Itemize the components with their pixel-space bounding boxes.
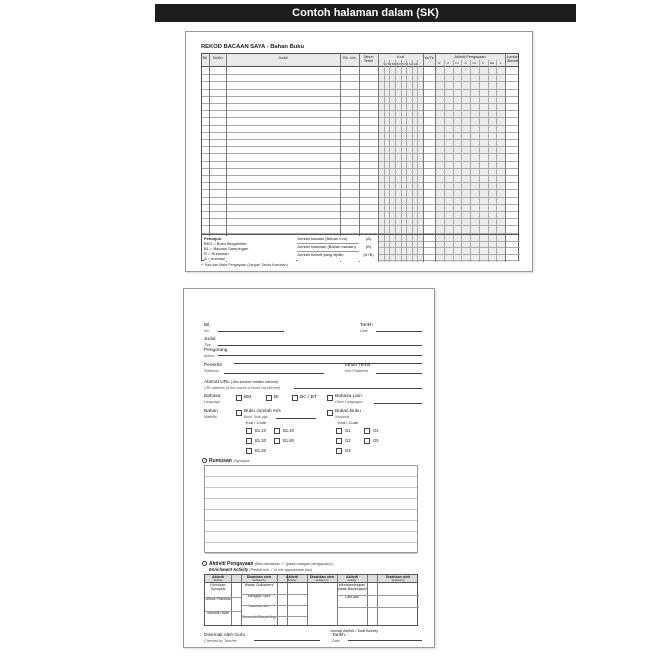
aktiviti-sub-label: LK [472,61,477,65]
petunjuk-heading: Petunjuk: [204,236,223,241]
banner-title: Contoh halaman dalam (SK) [155,4,576,22]
aktiviti-sub-label: C [482,61,485,65]
summary-codes [359,236,378,261]
petunjuk-line: A = Animasi [204,256,226,261]
aktiviti-sub-label: A [447,61,450,65]
petunjuk-line: B1 = Bacaan Sampingan [204,246,249,251]
kod-option-label: G2 [345,438,351,443]
activity-header: Disahkan oleh Verified by [246,574,272,583]
col-kod-sub: B1 B2 B3 B4 B5 G1 G2 G3 [383,62,418,66]
activity-row-line [241,605,307,606]
activity-option[interactable]: Lakonan Act [249,604,269,608]
activity-table [204,574,418,626]
kod-subcolumn-line [412,60,413,262]
activity-row-line [241,594,307,595]
activity-option[interactable]: Mengeja Spell [247,593,271,598]
kod-label-right: Kod / Code [338,420,359,425]
url-label: Alamat URL (Jika sumber melalui internet) URL address (if the source is found via internet) [204,380,281,390]
rumusan-bullet-icon [202,458,207,463]
bahasa-label: Bahasa Language [204,394,221,404]
url-field[interactable] [294,388,422,389]
bm-label: BM [244,395,252,400]
col-jumlah: Jumlah Aktiviti [506,55,519,64]
bcbt-label: BC / BT [300,395,317,400]
rumusan-line [205,476,417,477]
table-column-line [340,54,341,262]
aktiviti-subcolumn-line [488,60,489,262]
bahasa-lain-checkbox[interactable] [327,395,333,401]
kod-checkbox[interactable] [364,438,370,444]
activity-column-line [367,575,368,625]
rumusan-line [205,498,417,499]
table-row-line [378,254,520,255]
tahun-terbit-field[interactable] [376,373,422,374]
summary-line: Jumlah Aktiviti yang dipilih [297,252,344,257]
bm-checkbox[interactable] [236,395,242,401]
rumusan-line [205,531,417,532]
bil-field[interactable] [218,331,284,332]
pengarang-label: Pengarang Author [204,348,228,358]
petunjuk-line: BKD = Buku Bergambar [204,241,247,246]
bil-label: Bil. No. [204,323,211,333]
kod-checkbox[interactable] [246,428,252,434]
summary-line: Jumlah halaman (Bahan bacaan) [297,244,359,252]
buku-pages-field[interactable] [276,418,316,419]
kod-option-label: G4 [373,428,379,433]
kod-option-label: B1.20 [255,438,266,443]
aktiviti-subcolumn-line [444,60,445,262]
aktiviti-subcolumn-line [461,60,462,262]
tarikh2-label: Tarikh : Date [332,633,348,643]
activity-row-line [337,595,419,596]
kod-checkbox[interactable] [246,438,252,444]
record-table [201,53,519,261]
record-title: REKOD BACAAN SAYA - Bahan Buku [201,44,305,50]
petunjuk-line: R = Rumusan [204,251,229,256]
record-footnote: ** Has dan Mata Pengayaan (Jangan Tanda Kaedaan) [201,263,288,267]
kod-option-label: G3 [345,448,351,453]
rumusan-line [205,487,417,488]
activity-option[interactable]: Membandingkan watak Bandingkan [337,583,367,591]
summary-code: (B) [365,244,372,249]
kod-checkbox[interactable] [274,438,280,444]
col-judul: Judul [278,56,288,60]
aktiviti-sub-label: L [499,61,502,65]
form-page [183,288,435,648]
bcbt-checkbox[interactable] [292,395,298,401]
activity-option[interactable]: Melukis Draw [207,611,229,615]
record-footer-line [202,234,518,235]
activity-header: Aktiviti Activity [212,574,224,583]
table-column-line [505,54,506,262]
kod-checkbox[interactable] [336,428,342,434]
aktiviti-en-heading: Enrichment Activity (Please tick ✓ in the appropriate box) [209,567,313,572]
table-column-line [226,54,227,262]
activity-row-line [337,607,419,608]
rumusan-textarea[interactable] [204,465,418,553]
kod-option-label: B1.20 [255,448,266,453]
buku-checkbox[interactable] [236,410,242,416]
pengarang-field[interactable] [234,363,422,364]
aktiviti-sub-label: DE [489,61,494,65]
aktiviti-subcolumn-line [470,60,471,262]
table-column-line [378,54,379,262]
aktiviti-subcolumn-line [496,60,497,262]
activity-option[interactable]: Lain-lain [345,595,359,599]
activity-option[interactable]: Rumusan Synopsis [210,583,226,591]
kod-subcolumn-line [389,60,390,262]
col-kod: Kod [397,54,404,59]
aktiviti-sub-label: K [464,61,467,65]
aktiviti-bullet-icon [202,561,207,566]
kod-checkbox[interactable] [246,448,252,454]
summary-code: (A) [365,236,372,241]
kod-checkbox[interactable] [336,448,342,454]
penerbit-field[interactable] [224,373,324,374]
bi-checkbox[interactable] [266,395,272,401]
buku-label: Buku Jumlah m/s Book Total pgs [244,409,281,419]
kod-subcolumn-line [406,60,407,262]
tarikh-field[interactable] [376,331,422,332]
activity-row-line [205,611,241,612]
bahasa-lain-label: Bahasa Lain Other Languages [335,394,363,404]
table-column-line [359,54,360,262]
kod-checkbox[interactable] [336,438,342,444]
kod-subcolumn-line [384,60,385,262]
rumusan-line [205,542,417,543]
activity-header: Aktiviti Activity [346,574,358,583]
kod-checkbox[interactable] [274,428,280,434]
activity-header: Disahkan oleh Verified by [309,574,335,583]
rumusan-line [205,509,417,510]
activity-header: Disahkan oleh Verified by [385,574,411,583]
disemak-label: Disemak oleh Guru : Checked by Teacher [204,633,248,643]
kod-option-label: B1.10 [255,428,266,433]
col-bil: Bil. [202,56,209,60]
bahasa-lain-field[interactable] [374,403,422,404]
activity-option[interactable]: Watak Characters [244,583,274,587]
kod-option-label: B1.80 [283,438,294,443]
aktiviti-heading: Aktiviti Pengayaan (Bila tambahan ✓ (pada ruangan pengayaan)) [209,561,333,567]
kod-subcolumn-line [401,60,402,262]
kod-subcolumn-line [417,60,418,262]
aktiviti-sub-label: R [438,61,441,65]
bukan-buku-checkbox[interactable] [327,410,333,416]
kod-checkbox[interactable] [364,428,370,434]
table-column-line [423,54,424,262]
rumusan-heading: Rumusan /Synopsis [209,458,250,464]
kod-label-left: Kod / Code [246,420,267,425]
col-bilms: Bil. m/s [343,56,356,60]
col-yatk: Ya/Tk [424,56,434,60]
summary-box [297,236,359,261]
kod-subcolumn-line [395,60,396,262]
summary-code: (A+B) [363,252,374,257]
table-row-line [378,260,520,261]
table-row-line [378,247,520,248]
col-tahun: Tahun Terbit [363,55,374,64]
summary-line: Jumlah bacaan (Bahan m/s) [297,236,359,244]
judul-label: Judul Title [204,337,216,347]
tarikh2-field[interactable] [348,640,422,641]
table-row-line [378,241,520,242]
kod-option-label: G5 [373,438,379,443]
penerbit-label: Penerbit Publisher [204,363,222,373]
table-column-line [435,54,436,262]
aktiviti-sub-label: LU [454,61,459,65]
bahan-label: Bahan Material [204,409,218,419]
activity-option[interactable]: Ansuk Practical [205,597,231,601]
kod-option-label: B1.40 [283,428,294,433]
activity-column-line [231,575,232,625]
aktiviti-subcolumn-line [479,60,480,262]
aktiviti-subcolumn-line [453,60,454,262]
tarikh-label: Tarikh Date [360,323,373,333]
bukan-buku-label: Bukan Buku Nonbook [335,409,361,419]
rumusan-line [205,520,417,521]
kod-option-label: G1 [345,428,351,433]
activity-row-line [241,616,307,617]
activity-row-line [205,597,241,598]
tahun-terbit-label: Tahun Terbit Year Published [344,363,371,373]
jumlah-aktiviti-label: Jumlah Aktiviti / Total Activity [330,629,379,633]
record-page [185,31,533,272]
activity-option[interactable]: Bercerita Storytelling [242,614,276,619]
judul-field-2[interactable] [218,355,422,356]
rumusan-line [205,553,417,554]
bi-label: BI [274,395,279,400]
petunjuk-box [204,236,296,261]
col-tarikh: Tarikh [212,56,223,60]
col-aktiviti: Aktiviti Pengayaan [454,54,486,59]
disemak-field[interactable] [254,640,320,641]
judul-field-1[interactable] [218,345,422,346]
activity-header: Aktiviti Activity [286,574,298,583]
table-column-line [209,54,210,262]
